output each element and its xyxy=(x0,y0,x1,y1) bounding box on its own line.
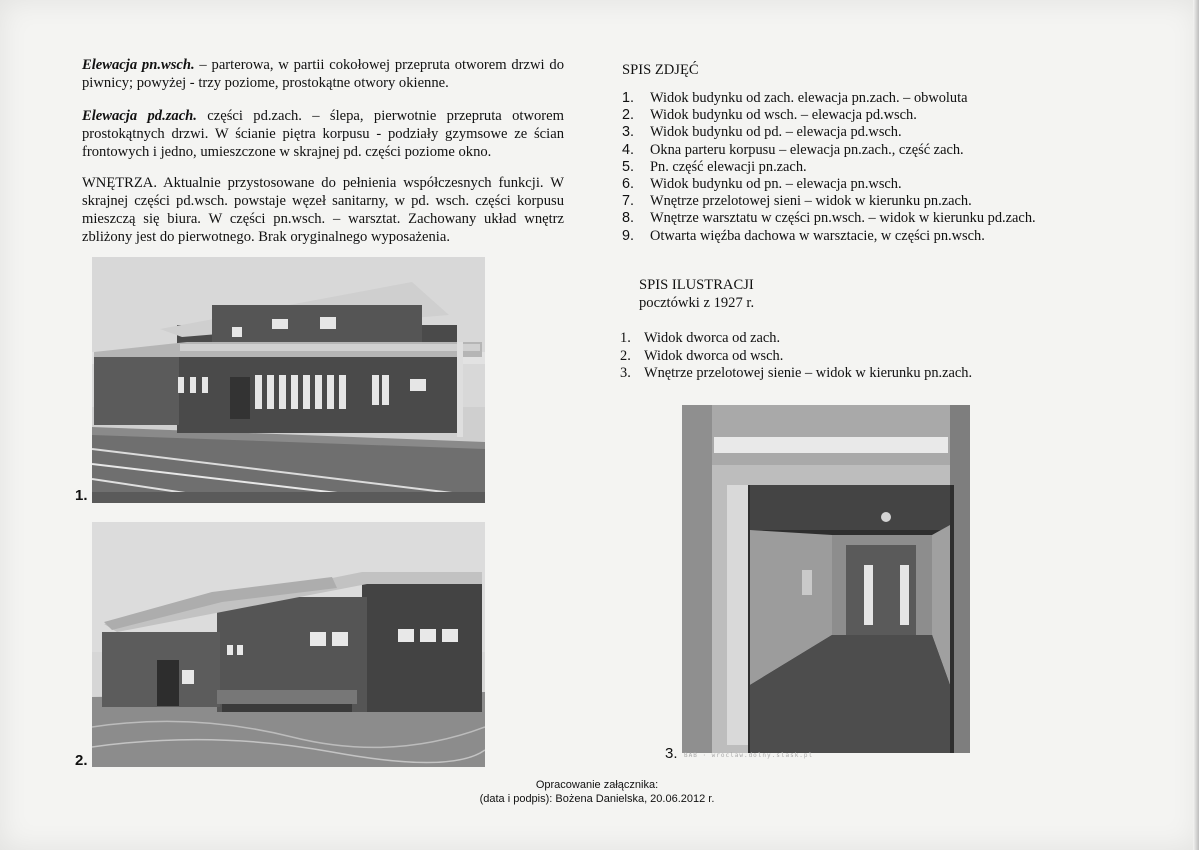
list-item xyxy=(622,159,1036,176)
list-number: 1. xyxy=(620,330,631,346)
list-item xyxy=(620,348,972,366)
spis-ilustracji-title: SPIS ILUSTRACJI xyxy=(639,277,754,293)
list-text: Wnętrze przelotowej sieni – widok w kierunku pn.zach. xyxy=(650,193,972,210)
spis-zdjec-heading: SPIS ZDJĘĆ xyxy=(622,62,699,78)
list-text: Widok dworca od zach. xyxy=(644,330,781,346)
list-text: Widok dworca od wsch. xyxy=(644,347,784,364)
photo-2-label: 2. xyxy=(75,752,88,769)
list-text: Otwarta więźba dachowa w warsztacie, w części pn.wsch. xyxy=(650,227,985,244)
list-item xyxy=(622,107,1036,124)
photo-1-label: 1. xyxy=(75,487,88,504)
list-number: 5. xyxy=(622,158,635,175)
list-item xyxy=(622,124,1036,141)
list-text: Okna parteru korpusu – elewacja pn.zach., część zach. xyxy=(650,141,964,158)
list-number: 7. xyxy=(622,193,635,210)
list-text: Widok budynku od pd. – elewacja pd.wsch. xyxy=(650,124,902,141)
list-item xyxy=(622,90,1036,107)
list-number: 8. xyxy=(622,210,635,227)
list-text: Wnętrze przelotowej sienie – widok w kierunku pn.zach. xyxy=(644,365,973,381)
list-number: 6. xyxy=(622,175,635,192)
list-number: 3. xyxy=(622,124,635,141)
list-item xyxy=(620,365,972,383)
list-number: 2. xyxy=(620,347,631,364)
photo-building-2 xyxy=(92,522,485,767)
photo-3-label: 3. xyxy=(665,745,678,762)
list-number: 9. xyxy=(622,227,635,244)
paragraph-lead: Elewacja pd.zach. xyxy=(82,108,197,124)
list-text: Wnętrze warsztatu w części pn.wsch. – widok w kierunku pd.zach. xyxy=(650,210,1036,227)
paragraph-wnetrza: WNĘTRZA. Aktualnie przystosowane do pełnienia współczesnych funkcji. W skrajnej części pd.wsch. powstaje węzeł sanitarny, w pd. wsch. części korpusu mieszczą się biura. W części pn.wsch. – warsztat. Zachowany układ wnętrz zbliżony jest do pierwotnego. Brak oryginalnego wyposażenia. xyxy=(82,175,564,245)
list-item xyxy=(622,193,1036,210)
list-text: Widok budynku od wsch. – elewacja pd.wsch. xyxy=(650,107,917,124)
paragraph-body: – parterowa, w partii cokołowej przepruta otworem drzwi do piwnicy; powyżej - trzy poziome, prostokątne otwory okienne. xyxy=(82,57,564,91)
list-item xyxy=(622,228,1036,245)
paragraph-lead: Elewacja pn.wsch. xyxy=(82,57,195,73)
list-number: 1. xyxy=(622,90,635,106)
spis-ilustracji-heading xyxy=(639,276,754,312)
paragraph-elewacja-pd-zach xyxy=(82,107,564,161)
scan-edge xyxy=(1193,0,1199,850)
list-text: Widok budynku od zach. elewacja pn.zach. – obwoluta xyxy=(650,90,968,106)
spis-zdjec-list xyxy=(622,90,1036,245)
list-text: Pn. część elewacji pn.zach. xyxy=(650,158,807,175)
footer-attribution xyxy=(478,778,716,806)
photo-3-credit: BAB · wroclaw.dolny.slask.pl xyxy=(684,752,814,759)
list-item xyxy=(622,176,1036,193)
list-number: 3. xyxy=(620,365,631,381)
footer-line-1: Opracowanie załącznika: xyxy=(535,779,659,791)
photo-interior-3 xyxy=(682,405,970,753)
paragraph-body: części pd.zach. – ślepa, pierwotnie przepruta otworem prostokątnych drzwi. W ścianie piętra korpusu - podziały gzymsowe ze ścian frontowych i jedno, umieszczone w skrajnej pd. części poziome okno. xyxy=(82,108,564,160)
list-text: Widok budynku od pn. – elewacja pn.wsch. xyxy=(650,175,902,192)
spis-ilustracji-list xyxy=(620,330,972,383)
photo-building-1 xyxy=(92,257,485,503)
list-number: 2. xyxy=(622,107,635,124)
list-item xyxy=(622,210,1036,227)
list-item xyxy=(620,330,972,348)
list-number: 4. xyxy=(622,141,635,158)
paragraph-elewacja-pn-wsch xyxy=(82,56,564,92)
spis-ilustracji-subtitle: pocztówki z 1927 r. xyxy=(639,295,755,311)
footer-line-2: (data i podpis): Bożena Danielska, 20.06.2012 r. xyxy=(479,793,715,805)
list-item xyxy=(622,142,1036,159)
